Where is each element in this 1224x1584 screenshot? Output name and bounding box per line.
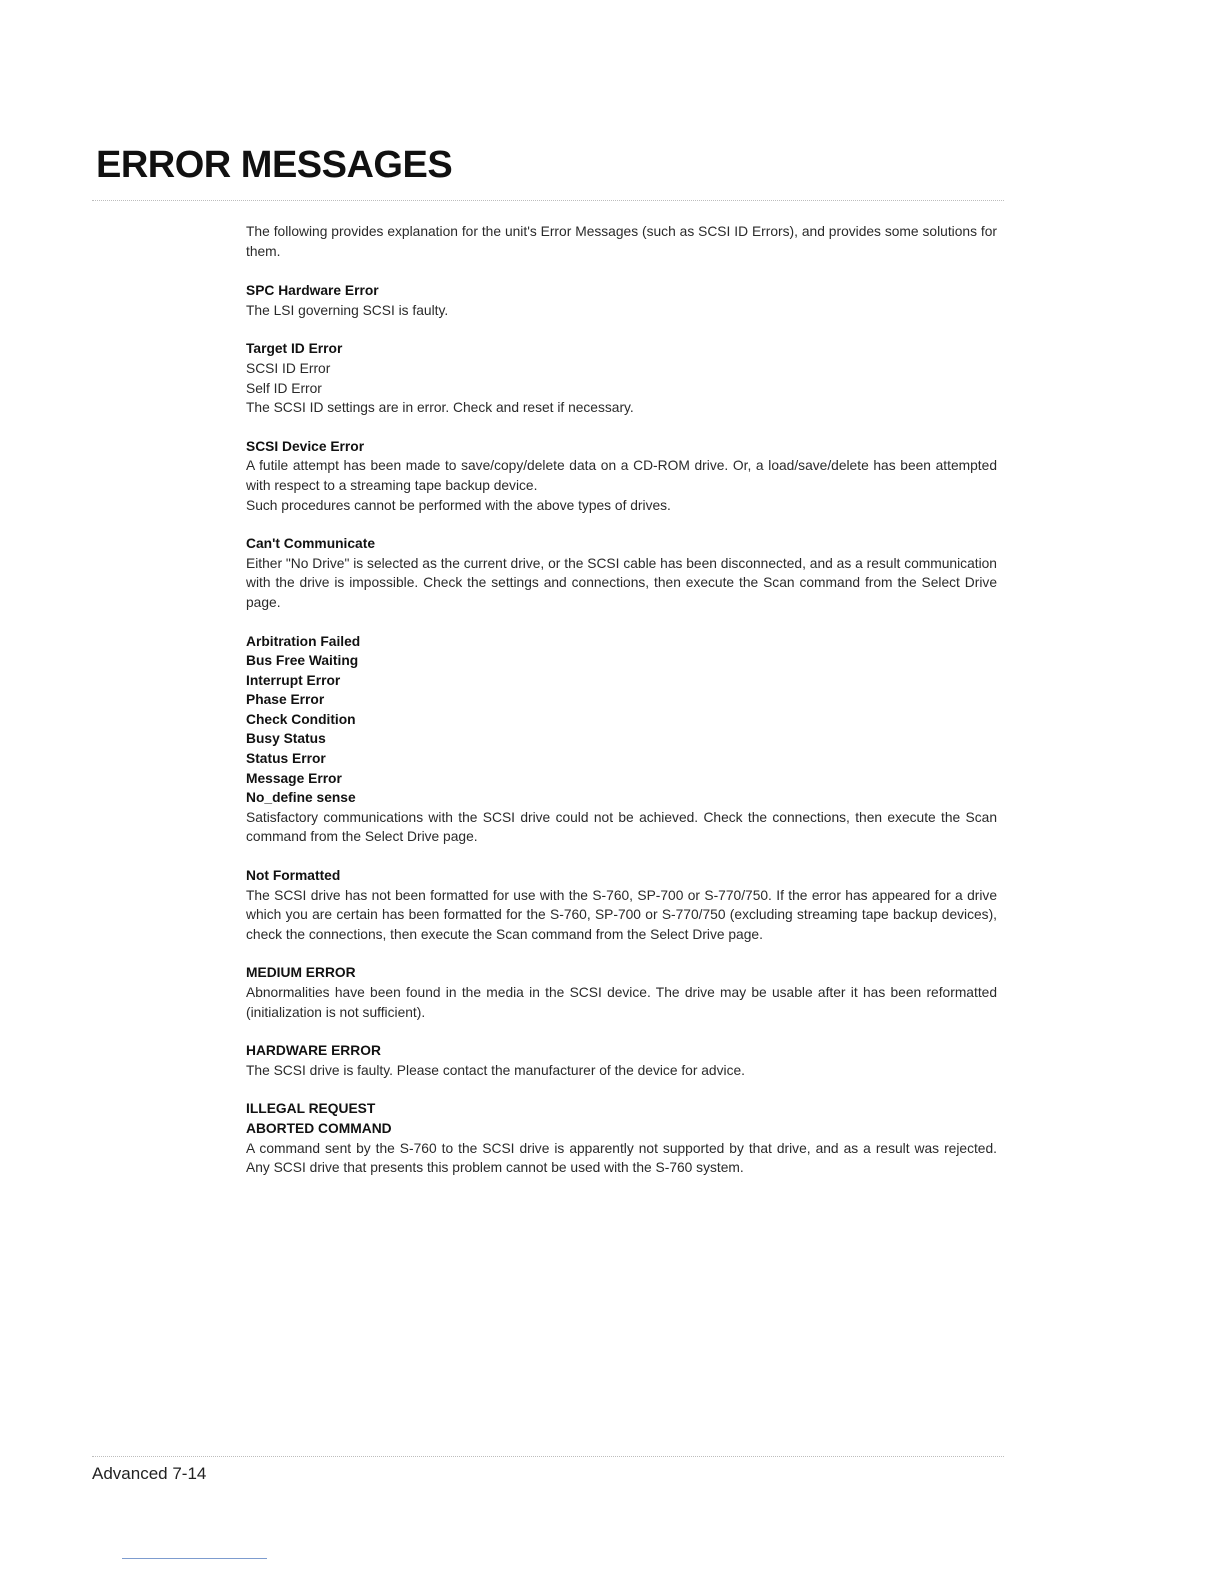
error-heading: Bus Free Waiting (246, 653, 359, 669)
error-heading: Can't Communicate (246, 536, 376, 552)
error-heading: HARDWARE ERROR (246, 1043, 381, 1059)
error-description: The SCSI ID settings are in error. Check and reset if necessary. (246, 400, 634, 416)
page-title: ERROR MESSAGES (96, 144, 453, 186)
error-description: A command sent by the S-760 to the SCSI drive is apparently not supported by that drive, and as a result was rejected. Any SCSI drive that presents this problem cannot be used with the S-760 system. (246, 1140, 997, 1176)
error-heading: Phase Error (246, 692, 325, 708)
error-subtitle: SCSI ID Error (246, 360, 331, 376)
error-section (246, 281, 997, 320)
error-section (246, 534, 997, 612)
error-heading: No_define sense (246, 790, 356, 806)
error-heading: Status Error (246, 751, 326, 767)
error-heading: Busy Status (246, 731, 326, 747)
error-description: Abnormalities have been found in the media in the SCSI device. The drive may be usable after it has been reformatted (initialization is not sufficient). (246, 985, 997, 1020)
intro-paragraph: The following provides explanation for the unit's Error Messages (such as SCSI ID Errors), and provides some solutions for them. (246, 224, 997, 259)
error-heading: Not Formatted (246, 868, 341, 884)
error-heading: Arbitration Failed (246, 633, 361, 649)
error-heading: MEDIUM ERROR (246, 965, 356, 981)
error-heading: Check Condition (246, 711, 356, 727)
error-heading: SCSI Device Error (246, 438, 365, 454)
error-heading: Interrupt Error (246, 672, 341, 688)
error-section (246, 437, 997, 515)
error-heading: ILLEGAL REQUEST (246, 1101, 376, 1117)
bottom-divider (92, 1456, 1004, 1457)
error-description: Satisfactory communications with the SCSI drive could not be achieved. Check the connections, then execute the Scan command from the Select Drive page. (246, 809, 997, 845)
error-section (246, 963, 997, 1022)
error-description: The LSI governing SCSI is faulty. (246, 302, 449, 318)
document-body (246, 222, 997, 1197)
error-description: The SCSI drive has not been formatted for use with the S-760, SP-700 or S-770/750. If the error has appeared for a drive which you are certain has been formatted for the S-760, SP-700 or S-770/750 (excluding streaming tape backup devices), check the connections, then execute the Scan command from the Select Drive page. (246, 887, 997, 942)
error-section (246, 1099, 997, 1177)
error-description: Either "No Drive" is selected as the current drive, or the SCSI cable has been disconnected, and as a result communication with the drive is impossible. Check the settings and connections, then execute the Scan command from the Select Drive page. (246, 555, 997, 610)
error-subtitle: Self ID Error (246, 380, 322, 396)
error-heading: SPC Hardware Error (246, 283, 379, 299)
error-heading: Message Error (246, 770, 342, 786)
footer-accent-line (122, 1558, 267, 1559)
top-divider (92, 200, 1004, 201)
error-description: A futile attempt has been made to save/copy/delete data on a CD-ROM drive. Or, a load/save/delete has been attempted with respect to a streaming tape backup device. (246, 458, 997, 493)
error-section (246, 632, 997, 848)
error-heading: ABORTED COMMAND (246, 1120, 392, 1136)
error-message-list (246, 281, 997, 1178)
error-heading: Target ID Error (246, 341, 343, 357)
error-description: The SCSI drive is faulty. Please contact the manufacturer of the device for advice. (246, 1062, 745, 1078)
error-section (246, 866, 997, 944)
page-footer: Advanced 7-14 (92, 1464, 207, 1483)
error-section (246, 339, 997, 417)
error-section (246, 1041, 997, 1080)
error-description: Such procedures cannot be performed with the above types of drives. (246, 497, 671, 513)
